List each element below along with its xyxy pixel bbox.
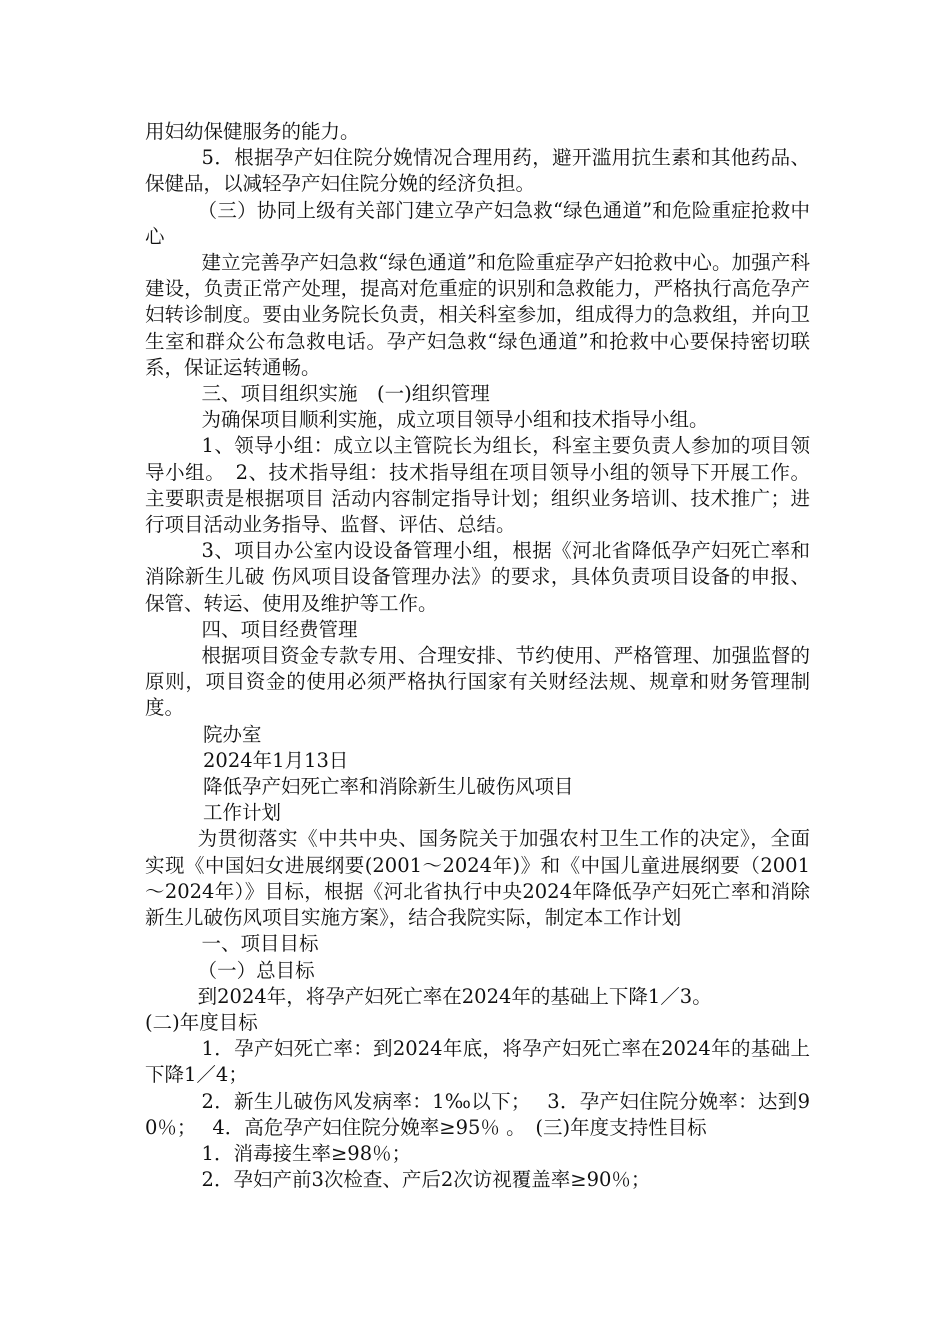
paragraph: 根据项目资金专款专用、合理安排、节约使用、严格管理、加强监督的原则，项目资金的使用必须严格执行国家有关财经法规、规章和财务管理制度。 <box>145 644 810 720</box>
section-heading: （三）协同上级有关部门建立孕产妇急救“绿色通道”和危险重症抢救中心 <box>145 198 810 248</box>
section-heading: 三、项目组织实施 (一)组织管理 <box>201 382 490 406</box>
paragraph: 建立完善孕产妇急救“绿色通道”和危险重症孕产妇抢救中心。加强产科建设，负责正常产处理，提高对危重症的识别和急救能力，严格执行高危孕产妇转诊制度。要由业务院长负责，相关科室参加，组成得力的急救组，并向卫生室和群众公布急救电话。孕产妇急救“绿色通道”和抢救中心要保持密切联系，保证运转通畅。 <box>145 251 810 379</box>
signature-date: 2024年1月13日 <box>203 748 349 772</box>
paragraph: 到2024年，将孕产妇死亡率在2024年的基础上下降1／3。 <box>197 984 712 1008</box>
paragraph: 2．孕妇产前3次检查、产后2次访视覆盖率≥90％； <box>201 1168 651 1192</box>
paragraph: 3、项目办公室内设设备管理小组，根据《河北省降低孕产妇死亡率和消除新生儿破 伤风项目设备管理办法》的要求，具体负责项目设备的申报、保管、转运、使用及维护等工作。 <box>145 539 810 615</box>
document-body <box>145 119 810 1193</box>
signature-office: 院办室 <box>203 722 262 746</box>
document-subtitle: 工作计划 <box>203 801 282 825</box>
document-title: 降低孕产妇死亡率和消除新生儿破伤风项目 <box>203 775 574 799</box>
section-heading: (二)年度目标 <box>145 1010 258 1034</box>
section-heading: 一、项目目标 <box>201 932 319 956</box>
paragraph: 2．新生儿破伤风发病率：1‰以下； 3．孕产妇住院分娩率：达到90％； 4．高危孕产妇住院分娩率≥95％ 。 (三)年度支持性目标 <box>145 1089 810 1139</box>
paragraph: 1、领导小组：成立以主管院长为组长，科室主要负责人参加的项目领导小组。 2、技术指导组：技术指导组在项目领导小组的领导下开展工作。主要职责是根据项目 活动内容制定指导计划；组织业务培训、技术推广；进行项目活动业务指导、监督、评估、总结。 <box>145 434 810 537</box>
section-heading: 四、项目经费管理 <box>201 617 358 641</box>
paragraph: 1．消毒接生率≥98％； <box>201 1141 412 1165</box>
paragraph: 用妇幼保健服务的能力。 <box>145 120 360 143</box>
paragraph: 为贯彻落实《中共中央、国务院关于加强农村卫生工作的决定》，全面实现《中国妇女进展纲要(2001～2024年)》和《中国儿童进展纲要（2001～2024年）》目标，根据《河北省执行中央2024年降低孕产妇死亡率和消除新生儿破伤风项目实施方案》，结合我院实际，制定本工作计划 <box>145 827 810 930</box>
paragraph: 5．根据孕产妇住院分娩情况合理用药，避开滥用抗生素和其他药品、保健品，以减轻孕产妇住院分娩的经济负担。 <box>145 146 810 196</box>
section-heading: （一）总目标 <box>197 958 315 982</box>
paragraph: 为确保项目顺利实施，成立项目领导小组和技术指导小组。 <box>201 408 709 432</box>
paragraph: 1．孕产妇死亡率：到2024年底，将孕产妇死亡率在2024年的基础上下降1／4； <box>145 1037 810 1087</box>
